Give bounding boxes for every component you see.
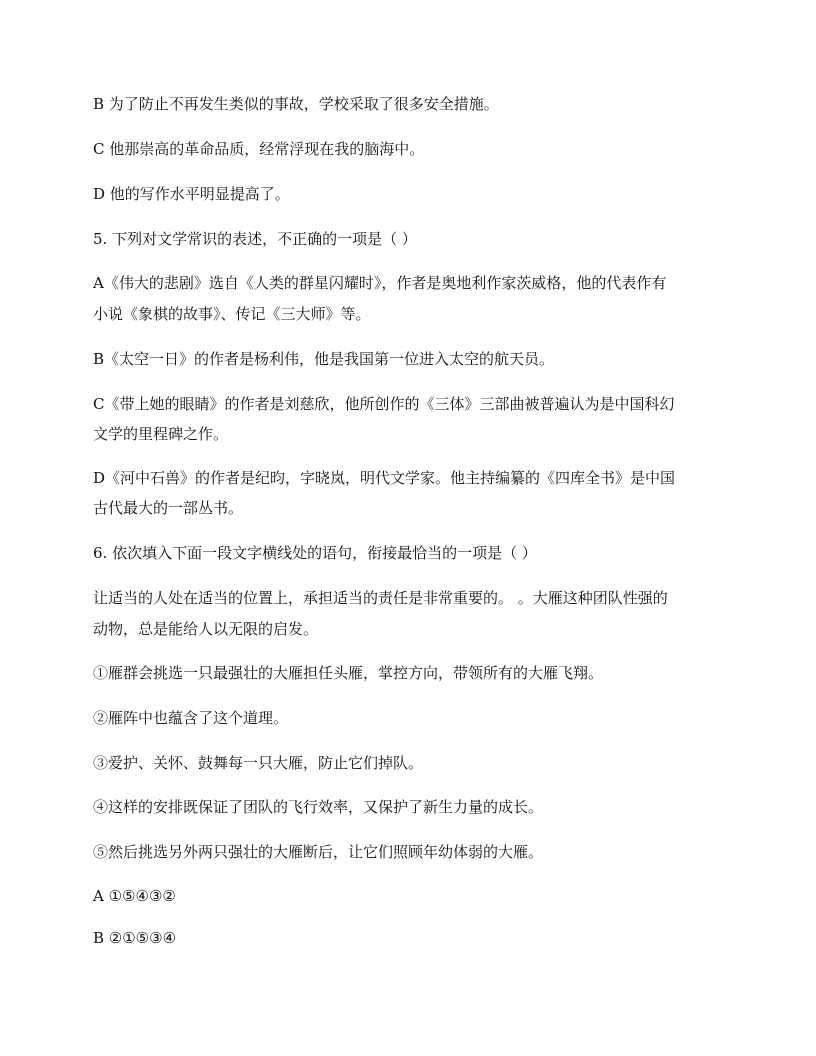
option-d-q5-line1: D《河中石兽》的作者是纪昀，字晓岚，明代文学家。他主持编纂的《四库全书》是中国: [93, 469, 676, 487]
sentence-5: ⑤然后挑选另外两只强壮的大雁断后，让它们照顾年幼体弱的大雁。: [93, 843, 544, 861]
passage-q6-line2: 动物，总是能给人以无限的启发。: [93, 620, 319, 638]
sentence-4: ④这样的安排既保证了团队的飞行效率，又保护了新生力量的成长。: [93, 798, 544, 816]
option-c-q5-line2: 文学的里程碑之作。: [93, 425, 229, 443]
option-d-q4: D 他的写作水平明显提高了。: [93, 185, 290, 203]
question-5-stem: 5. 下列对文学常识的表述，不正确的一项是（ ）: [93, 230, 417, 248]
sentence-2: ②雁阵中也蕴含了这个道理。: [93, 709, 289, 727]
option-d-q5-line2: 古代最大的一部丛书。: [93, 499, 244, 517]
passage-q6-line1: 让适当的人处在适当的位置上，承担适当的责任是非常重要的。 。大雁这种团队性强的: [93, 589, 668, 607]
option-a-q5-line1: A《伟大的悲剧》选自《人类的群星闪耀时》，作者是奥地利作家茨威格，他的代表作有: [93, 274, 667, 292]
option-b-q4: B 为了防止不再发生类似的事故，学校采取了很多安全措施。: [93, 95, 499, 113]
option-c-q4: C 他那崇高的革命品质，经常浮现在我的脑海中。: [93, 140, 425, 158]
question-6-stem: 6. 依次填入下面一段文字横线处的语句，衔接最恰当的一项是（ ）: [93, 544, 537, 562]
option-a-q5-line2: 小说《象棋的故事》、传记《三大师》等。: [93, 305, 371, 323]
option-b-q6: B ②①⑤③④: [93, 929, 177, 947]
option-a-q6: A ①⑤④③②: [93, 887, 176, 905]
option-c-q5-line1: C《带上她的眼睛》的作者是刘慈欣，他所创作的《三体》三部曲被普遍认为是中国科幻: [93, 395, 675, 413]
sentence-1: ①雁群会挑选一只最强壮的大雁担任头雁，掌控方向，带领所有的大雁飞翔。: [93, 664, 604, 682]
sentence-3: ③爱护、关怀、鼓舞每一只大雁，防止它们掉队。: [93, 754, 424, 772]
option-b-q5: B《太空一日》的作者是杨利伟，他是我国第一位进入太空的航天员。: [93, 350, 555, 368]
